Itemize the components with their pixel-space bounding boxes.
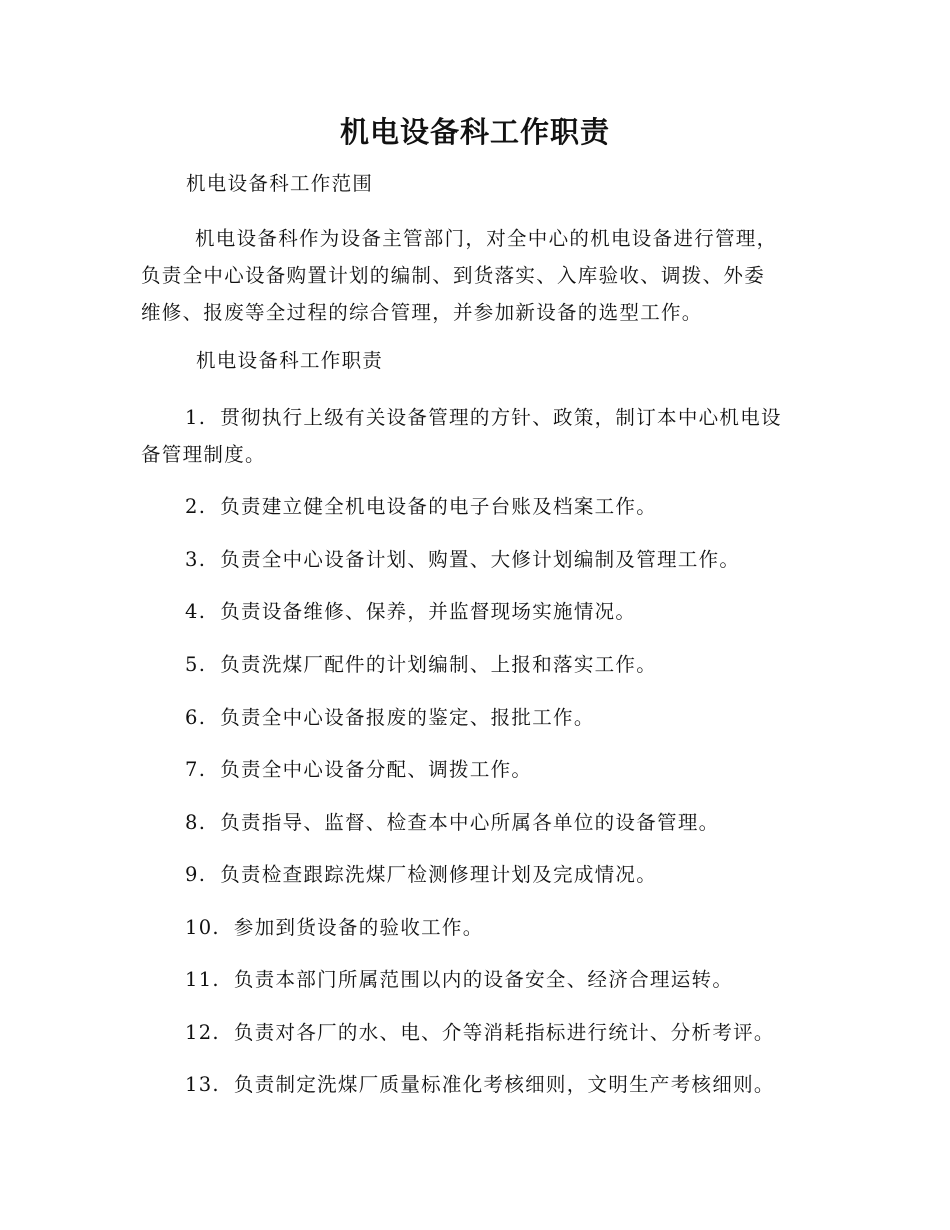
duty-item: [141, 593, 811, 630]
duty-item: [141, 804, 811, 841]
document-title: 机电设备科工作职责: [339, 115, 610, 149]
duty-text: 参加到货设备的验收工作。: [233, 916, 484, 939]
duty-item: [141, 909, 811, 946]
duty-number: 7.: [185, 758, 207, 781]
duty-number: 10.: [185, 916, 220, 939]
duty-item: [141, 1014, 811, 1051]
duty-text: 负责对各厂的水、电、介等消耗指标进行统计、分析考评。: [233, 1021, 775, 1044]
duty-number: 12.: [185, 1021, 220, 1044]
duty-item: [141, 646, 811, 683]
duty-item: [141, 699, 811, 736]
duty-item: [141, 541, 811, 578]
duty-text: 负责制定洗煤厂质量标准化考核细则，文明生产考核细则。: [233, 1073, 775, 1096]
duty-number: 11.: [185, 968, 220, 991]
duty-text: 负责设备维修、保养，并监督现场实施情况。: [220, 600, 637, 623]
duty-number: 9.: [185, 863, 207, 886]
duty-number: 5.: [185, 653, 207, 676]
scope-line: 负责全中心设备购置计划的编制、到货落实、入库验收、调拨、外委: [141, 264, 766, 287]
duty-text: 备管理制度。: [141, 443, 266, 466]
duty-item: [141, 751, 811, 788]
duty-text: 负责指导、监督、检查本中心所属各单位的设备管理。: [220, 811, 720, 834]
duty-number: 8.: [185, 811, 207, 834]
duty-number: 4.: [185, 600, 207, 623]
duty-number: 1.: [185, 406, 207, 429]
duty-text: 负责检查跟踪洗煤厂检测修理计划及完成情况。: [220, 863, 658, 886]
duty-number: 6.: [185, 706, 207, 729]
duty-item: [141, 1066, 811, 1103]
duty-text: 负责全中心设备报废的鉴定、报批工作。: [220, 706, 595, 729]
duty-item: [141, 856, 811, 893]
scope-heading: 机电设备科工作范围: [186, 172, 374, 195]
duty-text: 负责洗煤厂配件的计划编制、上报和落实工作。: [220, 653, 658, 676]
duty-item: [141, 961, 811, 998]
duty-heading: 机电设备科工作职责: [196, 349, 384, 372]
duty-text: 负责本部门所属范围以内的设备安全、经济合理运转。: [233, 968, 734, 991]
duty-number: 3.: [185, 548, 207, 571]
scope-line: 机电设备科作为设备主管部门，对全中心的机电设备进行管理，: [195, 227, 778, 250]
duty-text: 负责全中心设备分配、调拨工作。: [220, 758, 533, 781]
scope-paragraph: [141, 220, 811, 331]
duty-text: 贯彻执行上级有关设备管理的方针、政策，制订本中心机电设: [220, 406, 782, 429]
duty-text: 负责全中心设备计划、购置、大修计划编制及管理工作。: [220, 548, 741, 571]
duty-number: 2.: [185, 495, 207, 518]
duty-text: 负责建立健全机电设备的电子台账及档案工作。: [220, 495, 658, 518]
scope-line: 维修、报废等全过程的综合管理，并参加新设备的选型工作。: [141, 301, 703, 324]
duty-item: [141, 399, 811, 473]
duty-number: 13.: [185, 1073, 220, 1096]
duty-item: [141, 488, 811, 525]
